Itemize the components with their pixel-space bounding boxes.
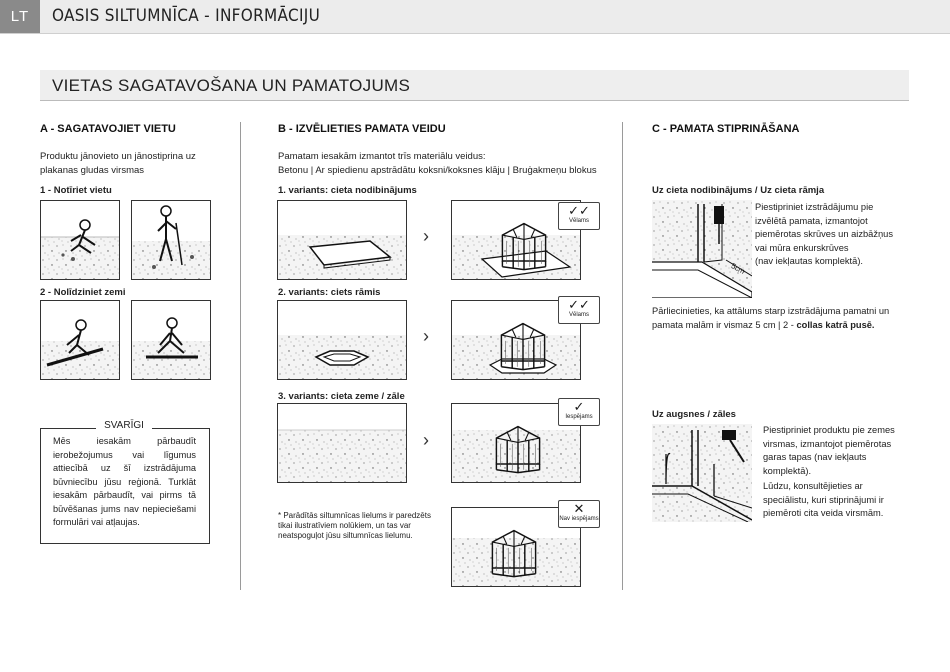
anchor-on-solid-text	[755, 201, 893, 269]
distance-note	[652, 304, 889, 332]
consult-specialist-text	[763, 480, 884, 521]
column-b-heading: B - IZVĒLIETIES PAMATA VEIDU	[278, 123, 446, 135]
cross-icon: ✕	[573, 501, 585, 516]
double-check-icon: ✓✓	[568, 297, 590, 312]
text-line: piemēroti cita veida virsmām.	[763, 508, 884, 518]
solid-frame-illustration	[277, 300, 407, 380]
preferred-badge-1	[558, 202, 600, 230]
text-line: izvēlētā pamata, izmantojot	[755, 215, 868, 226]
concrete-base-illustration	[277, 200, 407, 280]
text-segment-bold: collas katrā pusē.	[796, 320, 875, 330]
notice-line: būvniecību jūsu reģionā. Turklāt	[53, 476, 196, 487]
step-1-label: 1 - Notīriet vietu	[40, 185, 112, 196]
badge-label: Iespējams	[565, 414, 593, 420]
badge-label: Nav iespējams	[559, 516, 599, 522]
step-2-label: 2 - Nolīdziniet zemi	[40, 287, 126, 298]
column-divider	[240, 122, 241, 590]
chevron-right-icon: ›	[423, 226, 429, 246]
anchor-on-ground-illustration	[652, 424, 752, 522]
badge-label: Vēlams	[568, 312, 589, 318]
notice-line: formulāri vai atļaujas.	[53, 517, 140, 527]
anchor-on-ground-heading: Uz augsnes / zāles	[652, 409, 736, 420]
language-badge: LT	[0, 0, 40, 33]
column-a-intro	[40, 150, 196, 178]
text-line: komplektā).	[763, 465, 812, 476]
level-ground-illustration-2	[131, 300, 211, 380]
text-line: virsmas, izmantojot piemērotas	[763, 438, 892, 449]
text-line: Piestipriniet izstrādājumu pie	[755, 202, 874, 212]
text-line: garas tapas (nav iekļauts	[763, 452, 867, 462]
text-line: speciālistu, kuri stiprinājumi ir	[763, 494, 884, 505]
measure-label: 5cm	[729, 261, 747, 276]
not-possible-badge	[558, 500, 600, 528]
text-line: (nav iekļautas komplektā).	[755, 256, 863, 266]
footnote	[278, 511, 431, 541]
notice-line: iesakām pārbaudīt, vai pirms tā	[53, 490, 196, 500]
important-notice-title: SVARĪGI	[96, 420, 152, 431]
anchor-on-solid-illustration	[652, 200, 752, 298]
anchor-on-solid-heading: Uz cieta nodibinājums / Uz cieta rāmja	[652, 185, 825, 196]
intro-line: Pamatam iesakām izmantot trīs materiālu veidus:	[278, 151, 486, 162]
variant-3-label: 3. variants: cieta zeme / zāle	[278, 391, 405, 402]
column-divider	[622, 122, 623, 590]
text-line: Pārliecinieties, ka attālums starp izstrādājuma pamatni un	[652, 306, 890, 316]
column-a-heading: A - SAGATAVOJIET VIETU	[40, 123, 176, 135]
page-title: OASIS SILTUMNĪCA - INFORMĀCIJU	[52, 6, 321, 26]
notice-line: ierobežojumus vai līgumus	[53, 449, 196, 460]
footnote-line: neatspoguļot jūsu siltumnīcas lielumu.	[278, 531, 413, 540]
column-b-intro	[278, 150, 597, 178]
intro-line: Produktu jānovieto un jānostiprina uz	[40, 151, 196, 162]
text-line: Piestipriniet produktu pie zemes	[763, 425, 895, 435]
text-line: Lūdzu, konsultējieties ar	[763, 481, 863, 491]
chevron-right-icon: ›	[423, 326, 429, 346]
clear-site-illustration-2	[131, 200, 211, 280]
footnote-line: tikai ilustratīviem nolūkiem, un tas var	[278, 521, 411, 530]
variant-1-label: 1. variants: cieta nodibinājums	[278, 185, 417, 196]
important-notice-text	[53, 435, 196, 530]
notice-line: Mēs iesakām pārbaudīt	[53, 436, 196, 446]
clear-site-illustration-1	[40, 200, 120, 280]
section-title: VIETAS SAGATAVOŠANA UN PAMATOJUMS	[52, 76, 411, 95]
text-line: vai mūra enkurskrūves	[755, 242, 849, 253]
notice-line: attiecībā uz šī izstrādājuma	[53, 463, 196, 473]
intro-line: Betonu | Ar spiedienu apstrādātu koksni/koksnes klāju | Bruģakmeņu blokus	[278, 165, 597, 176]
anchor-on-ground-text	[763, 424, 895, 478]
level-ground-illustration-1	[40, 300, 120, 380]
text-segment: pamata malām ir vismaz 5 cm | 2 -	[652, 320, 797, 330]
possible-badge	[558, 398, 600, 426]
preferred-badge-2	[558, 296, 600, 324]
notice-line: būvēšanas jums nav nepieciešami	[53, 503, 196, 514]
footnote-line: * Parādītās siltumnīcas lielums ir paredzēts	[278, 511, 431, 520]
section-header	[40, 70, 909, 101]
check-icon: ✓	[573, 399, 585, 414]
ground-grass-illustration	[277, 403, 407, 483]
text-line: piemērotas skrūves un aizbāžņus	[755, 229, 893, 239]
chevron-right-icon: ›	[423, 430, 429, 450]
double-check-icon: ✓✓	[568, 203, 590, 218]
badge-label: Vēlams	[568, 218, 589, 224]
intro-line: plakanas gludas virsmas	[40, 165, 145, 176]
column-c-heading: C - PAMATA STIPRINĀŠANA	[652, 123, 800, 135]
text-line	[652, 318, 889, 332]
variant-2-label: 2. variants: ciets rāmis	[278, 287, 381, 298]
